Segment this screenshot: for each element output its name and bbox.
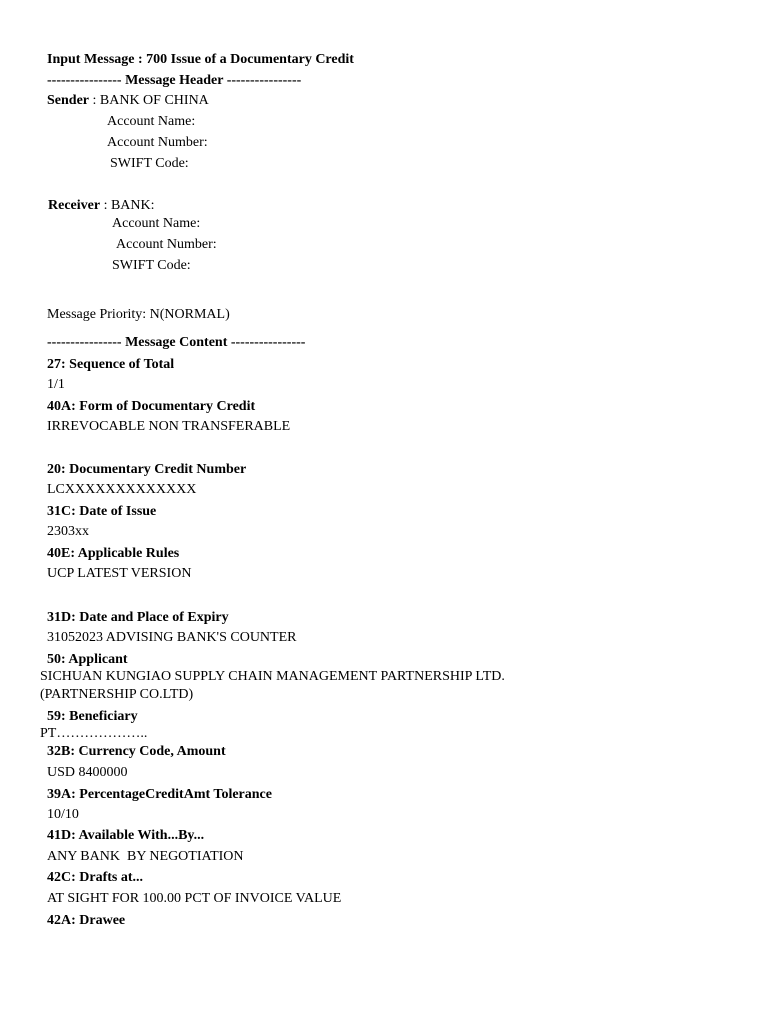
field-50-label: 50: Applicant — [47, 652, 128, 667]
field-59-label: 59: Beneficiary — [47, 709, 138, 724]
field-42a-label: 42A: Drawee — [47, 913, 126, 928]
field-39a-value: 10/10 — [47, 807, 79, 822]
receiver-account-name: Account Name: — [112, 216, 201, 231]
field-20-label: 20: Documentary Credit Number — [47, 462, 247, 477]
field-27-label: 27: Sequence of Total — [47, 357, 175, 372]
field-50-value-line1: SICHUAN KUNGIAO SUPPLY CHAIN MANAGEMENT PARTNERSHIP LTD. — [40, 669, 505, 684]
field-39a-label: 39A: PercentageCreditAmt Tolerance — [47, 787, 272, 802]
field-50-value-line2: (PARTNERSHIP CO.LTD) — [40, 687, 194, 702]
receiver-account-number: Account Number: — [116, 237, 217, 252]
field-40e-label: 40E: Applicable Rules — [47, 546, 180, 561]
sender-account-name: Account Name: — [107, 114, 196, 129]
field-59-value: PT……………….. — [40, 726, 148, 741]
message-priority: Message Priority: N(NORMAL) — [47, 307, 230, 322]
field-31c-label: 31C: Date of Issue — [47, 504, 157, 519]
message-content-divider: ---------------- Message Content ---------------- — [47, 335, 306, 350]
field-20-value: LCXXXXXXXXXXXXX — [47, 482, 197, 497]
field-40a-value: IRREVOCABLE NON TRANSFERABLE — [47, 419, 291, 434]
field-27-value: 1/1 — [47, 377, 65, 392]
sender-account-number: Account Number: — [107, 135, 208, 150]
field-40a-label: 40A: Form of Documentary Credit — [47, 399, 256, 414]
field-41d-label: 41D: Available With...By... — [47, 828, 205, 843]
field-42c-label: 42C: Drafts at... — [47, 870, 144, 885]
receiver-value: : BANK: — [100, 198, 155, 213]
field-31d-value: 31052023 ADVISING BANK'S COUNTER — [47, 630, 297, 645]
field-32b-value: USD 8400000 — [47, 765, 128, 780]
field-42c-value: AT SIGHT FOR 100.00 PCT OF INVOICE VALUE — [47, 891, 342, 906]
field-31d-label: 31D: Date and Place of Expiry — [47, 610, 229, 625]
sender-label: Sender — [47, 93, 89, 108]
sender-row — [47, 92, 209, 110]
field-40e-value: UCP LATEST VERSION — [47, 566, 192, 581]
field-41d-value: ANY BANK BY NEGOTIATION — [47, 849, 244, 864]
message-header-divider: ---------------- Message Header ---------------- — [47, 73, 302, 88]
receiver-label: Receiver — [48, 198, 101, 213]
receiver-swift-code: SWIFT Code: — [112, 258, 191, 273]
field-31c-value: 2303xx — [47, 524, 89, 539]
field-32b-label: 32B: Currency Code, Amount — [47, 744, 226, 759]
receiver-row — [48, 197, 155, 215]
sender-swift-code: SWIFT Code: — [110, 156, 189, 171]
sender-value: : BANK OF CHINA — [89, 93, 209, 108]
message-title: Input Message : 700 Issue of a Documentary Credit — [47, 52, 354, 67]
